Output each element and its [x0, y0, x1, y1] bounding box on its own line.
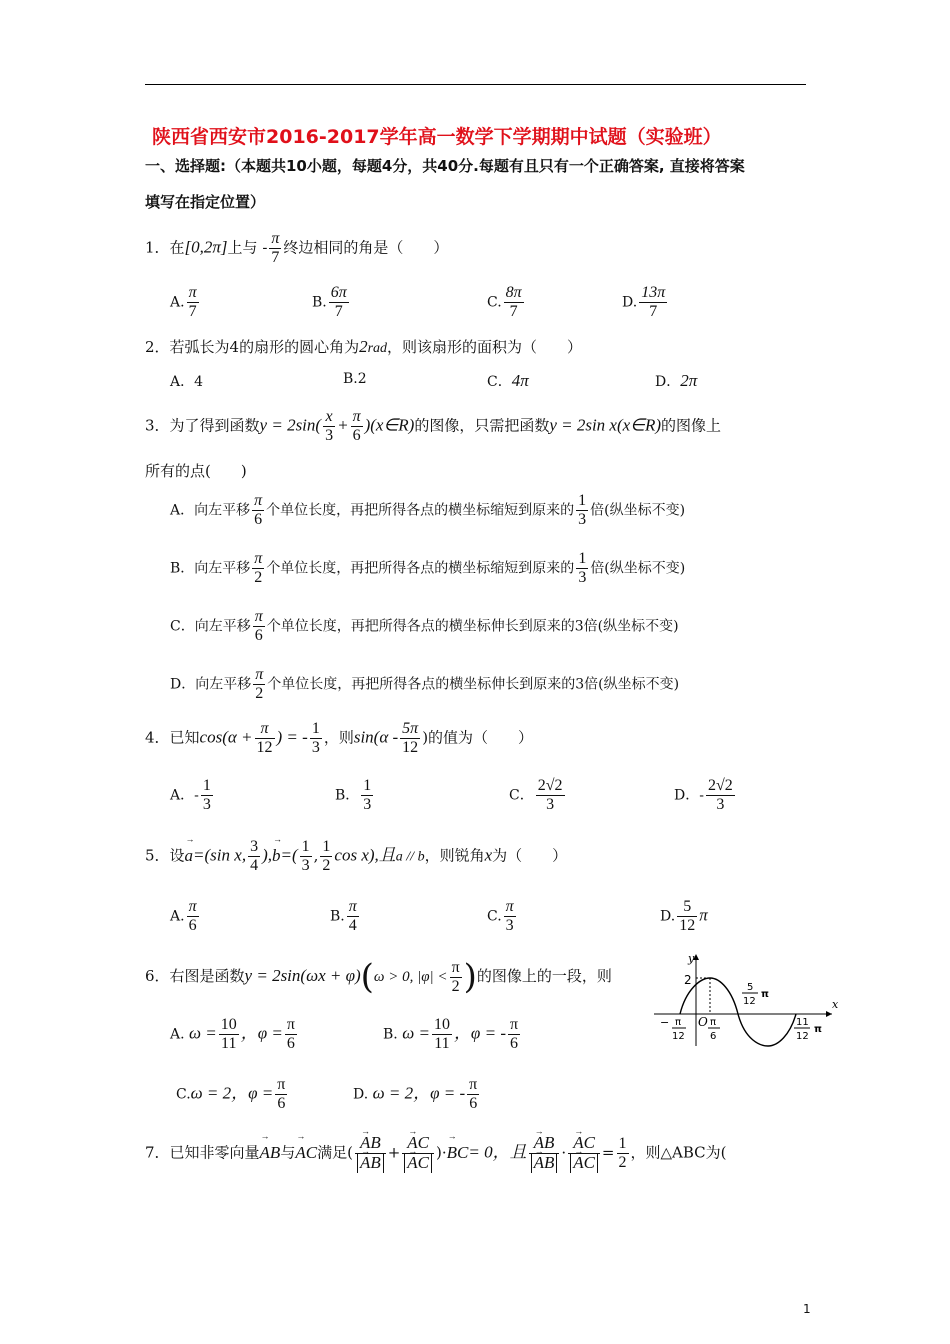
x-axis-arrow	[826, 1011, 832, 1017]
y-axis-label: y	[688, 952, 695, 965]
origin-label: O	[698, 1015, 708, 1029]
header-rule	[145, 84, 806, 85]
q5-option-a[interactable]: A. $\frac{\pi}{6}$	[170, 898, 197, 934]
question-2: 2．若弧长为4的扇形的圆心角为2rad，则该扇形的面积为（ ）	[145, 337, 583, 356]
five-twelfths-num: 5	[747, 982, 754, 993]
eleven-twelfths-den: 12	[796, 1031, 809, 1042]
question-5: 5．设→ a=(sin x, $\frac{3}{4}$ ),→ b=( $\frac{1}{3}$ , $\frac{1}{2}$ cos x),且a // b，则锐角x为（ ）	[145, 838, 567, 875]
sine-graph	[650, 950, 840, 1050]
q2-option-c[interactable]: C．4π	[487, 371, 529, 390]
q6-option-d[interactable]: D. ω = 2，φ = - $\frac{\pi}{6}$	[353, 1076, 478, 1112]
q6-option-b[interactable]: B. ω = $\frac{10}{11}$ ，φ = - $\frac{\pi}{6}$	[383, 1016, 519, 1052]
q6-option-c[interactable]: C.ω = 2，φ = $\frac{\pi}{6}$	[176, 1076, 286, 1112]
q4-option-c[interactable]: C． $\frac{2√2}{3}$	[509, 777, 563, 813]
q3-option-c[interactable]: C．向左平移 $\frac{\pi}{6}$ 个单位长度，再把所得各点的横坐标伸长到原来的3倍(纵坐标不变)	[170, 608, 679, 644]
question-7: 7．已知非零向量→ AB与→ AC满足( → AB → AB + → AC → AC )·→ BC= 0，且 → AB → AB · → AC → AC = $\frac{1}{2}$ ，则△ABC为(	[145, 1134, 727, 1173]
q6-option-a[interactable]: A. ω = $\frac{10}{11}$ ，φ = $\frac{\pi}{6}$	[170, 1016, 295, 1052]
page-title: 陕西省西安市2016-2017学年高一数学下学期期中试题（实验班）	[152, 126, 722, 148]
q4-option-a[interactable]: A．- $\frac{1}{3}$	[170, 777, 211, 813]
question-6: 6．右图是函数y = 2sin(ωx + φ)(ω > 0, |φ| < $\frac{\pi}{2}$ )的图像上的一段，则	[145, 957, 612, 997]
section-heading-line2: 填写在指定位置）	[145, 193, 266, 211]
q3-option-b[interactable]: B．向左平移 $\frac{\pi}{2}$ 个单位长度，再把所得各点的横坐标缩短到原来的 $\frac{1}{3}$ 倍(纵坐标不变)	[170, 550, 686, 586]
q1-option-d[interactable]: D. $\frac{13\pi}{7}$	[622, 284, 666, 320]
q4-option-d[interactable]: D．- $\frac{2√2}{3}$	[674, 777, 733, 813]
neg-sign-label: −	[660, 1016, 670, 1029]
eleven-twelfths-num: 11	[796, 1017, 809, 1028]
neg-pi-den: 12	[672, 1031, 685, 1042]
five-twelfths-den: 12	[743, 996, 756, 1007]
q1-option-b[interactable]: B. $\frac{6\pi}{7}$	[312, 284, 347, 320]
question-1: 1．在[0,2π]上与 - $\frac{\pi}{7}$ 终边相同的角是（ ）	[145, 230, 449, 266]
q5-option-c[interactable]: C. $\frac{\pi}{3}$	[487, 898, 514, 934]
neg-pi-num: π	[675, 1017, 682, 1028]
q5-option-d[interactable]: D. $\frac{5}{12}$ π	[660, 898, 708, 934]
amp-label: 2	[684, 973, 692, 987]
q2-option-a[interactable]: A．4	[170, 374, 204, 390]
q3-option-a[interactable]: A．向左平移 $\frac{\pi}{6}$ 个单位长度，再把所得各点的横坐标缩短到原来的 $\frac{1}{3}$ 倍(纵坐标不变)	[170, 492, 686, 528]
q3-option-d[interactable]: D．向左平移 $\frac{\pi}{2}$ 个单位长度，再把所得各点的横坐标伸长到原来的3倍(纵坐标不变)	[170, 666, 680, 702]
q2-option-d[interactable]: D．2π	[655, 371, 698, 390]
pi6-num: π	[710, 1017, 717, 1028]
section-heading-line1: 一、选择题:（本题共10小题，每题4分，共40分.每题有且只有一个正确答案, 直接将答案	[145, 157, 745, 175]
q1-option-a[interactable]: A. $\frac{\pi}{7}$	[170, 284, 197, 320]
q4-option-b[interactable]: B． $\frac{1}{3}$	[335, 777, 372, 813]
x-axis-label: x	[832, 998, 839, 1011]
question-4: 4．已知cos(α + $\frac{\pi}{12}$ ) = - $\frac{1}{3}$ ，则sin(α - $\frac{5\pi}{12}$ )的值为（ ）	[145, 720, 534, 756]
q5-option-b[interactable]: B. $\frac{\pi}{4}$	[330, 898, 357, 934]
eleven-twelfths-pi: π	[814, 1024, 822, 1035]
question-3: 3．为了得到函数y = 2sin( $\frac{x}{3}$ + $\frac{\pi}{6}$ )(x∈R)的图像，只需把函数y = 2sin x(x∈R)的图像上	[145, 408, 722, 444]
question-3-line2: 所有的点( )	[145, 462, 247, 480]
pi6-den: 6	[710, 1031, 717, 1042]
page-number: 1	[803, 1302, 811, 1316]
sine-curve	[680, 978, 796, 1046]
q1-option-c[interactable]: C. $\frac{8\pi}{7}$	[487, 284, 522, 320]
five-twelfths-pi: π	[761, 989, 769, 1000]
q2-option-b[interactable]: B.2	[343, 371, 367, 387]
